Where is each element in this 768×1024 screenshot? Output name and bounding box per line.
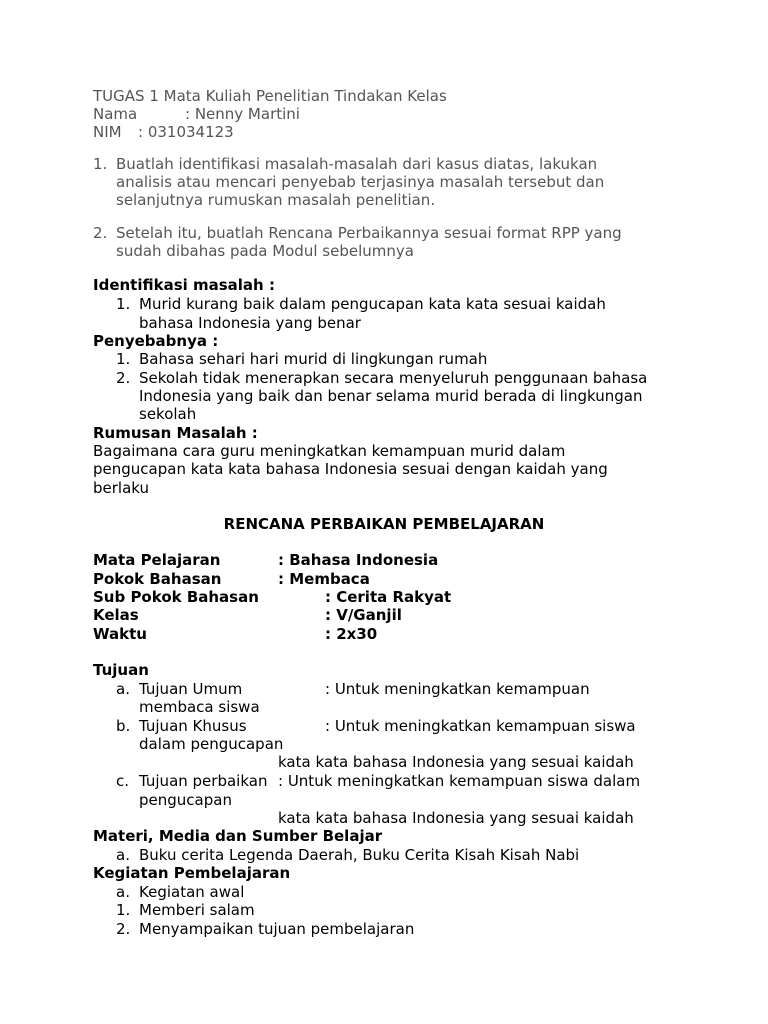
task-number: 1. <box>93 155 108 173</box>
info-label: Sub Pokok Bahasan <box>93 588 259 606</box>
kegiatan-heading: Kegiatan Pembelajaran <box>93 864 291 882</box>
rumusan-line: berlaku <box>93 479 150 497</box>
info-value: : 2x30 <box>325 625 378 643</box>
materi-item: Buku cerita Legenda Daerah, Buku Cerita Kisah Kisah Nabi <box>139 846 580 864</box>
name-value: : Nenny Martini <box>185 105 300 123</box>
materi-heading: Materi, Media dan Sumber Belajar <box>93 827 383 845</box>
rumusan-line: Bagaimana cara guru meningkatkan kemampuan murid dalam <box>93 442 566 460</box>
tujuan-extra: kata kata bahasa Indonesia yang sesuai kaidah <box>278 809 634 827</box>
list-item: Bahasa sehari hari murid di lingkungan rumah <box>139 350 488 368</box>
list-number: 1. <box>116 295 131 313</box>
list-item: Indonesia yang baik dan benar selama murid berada di lingkungan <box>139 387 643 405</box>
rumusan-line: pengucapan kata kata bahasa Indonesia sesuai dengan kaidah yang <box>93 460 608 478</box>
nim-value: : 031034123 <box>138 123 234 141</box>
tujuan-value: : Untuk meningkatkan kemampuan siswa <box>325 717 636 735</box>
task-line: selanjutnya rumuskan masalah penelitian. <box>116 191 436 209</box>
list-letter: c. <box>116 772 130 790</box>
info-label: Waktu <box>93 625 147 643</box>
list-letter: a. <box>116 680 130 698</box>
task-line: Buatlah identifikasi masalah-masalah dari kasus diatas, lakukan <box>116 155 598 173</box>
list-letter: a. <box>116 883 130 901</box>
identifikasi-heading: Identifikasi masalah : <box>93 276 275 294</box>
tujuan-label: Tujuan Umum <box>139 680 243 698</box>
info-label: Kelas <box>93 606 139 624</box>
tujuan-label: Tujuan perbaikan <box>139 772 268 790</box>
list-number: 1. <box>116 350 131 368</box>
tujuan-label: Tujuan Khusus <box>139 717 247 735</box>
rumusan-heading: Rumusan Masalah : <box>93 424 258 442</box>
list-item: bahasa Indonesia yang benar <box>139 314 361 332</box>
list-item: Sekolah tidak menerapkan secara menyeluruh penggunaan bahasa <box>139 369 648 387</box>
tujuan-cont: dalam pengucapan <box>139 735 284 753</box>
list-number: 2. <box>116 369 131 387</box>
list-number: 2. <box>116 920 131 938</box>
kegiatan-item: Memberi salam <box>139 901 255 919</box>
tujuan-cont: pengucapan <box>139 791 232 809</box>
info-value: : Bahasa Indonesia <box>278 551 439 569</box>
kegiatan-sub: Kegiatan awal <box>139 883 245 901</box>
info-value: : Cerita Rakyat <box>325 588 452 606</box>
info-label: Pokok Bahasan <box>93 570 222 588</box>
assignment-title: TUGAS 1 Mata Kuliah Penelitian Tindakan Kelas <box>93 87 447 105</box>
list-item: sekolah <box>139 405 197 423</box>
name-label: Nama <box>93 105 138 123</box>
rencana-title: RENCANA PERBAIKAN PEMBELAJARAN <box>223 515 545 533</box>
task-line: analisis atau mencari penyebab terjasinya masalah tersebut dan <box>116 173 605 191</box>
tujuan-extra: kata kata bahasa Indonesia yang sesuai kaidah <box>278 753 634 771</box>
tujuan-cont: membaca siswa <box>139 698 260 716</box>
info-value: : V/Ganjil <box>325 606 402 624</box>
tujuan-value: : Untuk meningkatkan kemampuan siswa dalam <box>278 772 641 790</box>
task-line: Setelah itu, buatlah Rencana Perbaikannya sesuai format RPP yang <box>116 224 622 242</box>
tujuan-value: : Untuk meningkatkan kemampuan <box>325 680 590 698</box>
list-number: 1. <box>116 901 131 919</box>
task-line: sudah dibahas pada Modul sebelumnya <box>116 242 414 260</box>
list-letter: a. <box>116 846 130 864</box>
task-number: 2. <box>93 224 108 242</box>
list-letter: b. <box>116 717 131 735</box>
kegiatan-item: Menyampaikan tujuan pembelajaran <box>139 920 415 938</box>
info-value: : Membaca <box>278 570 370 588</box>
list-item: Murid kurang baik dalam pengucapan kata kata sesuai kaidah <box>139 295 606 313</box>
penyebab-heading: Penyebabnya : <box>93 332 219 350</box>
info-label: Mata Pelajaran <box>93 551 221 569</box>
tujuan-heading: Tujuan <box>93 661 149 679</box>
nim-label: NIM <box>93 123 122 141</box>
